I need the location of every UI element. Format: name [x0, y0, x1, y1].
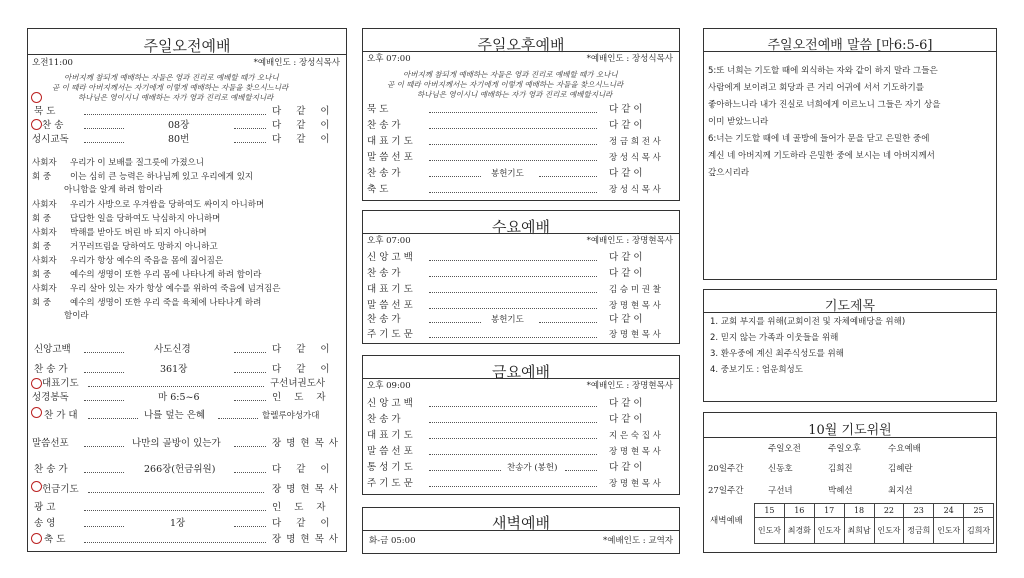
committee-cell: 김혜란	[888, 464, 913, 474]
dawn-name-cell: 인도자	[814, 518, 844, 544]
order-value: 마 6:5~6	[158, 392, 200, 403]
dawn-name-cell: 인도자	[755, 518, 785, 544]
sunday-pm-title: 주일오후예배	[477, 36, 565, 54]
dawn-date-cell: 22	[874, 504, 904, 518]
dotted-leader	[429, 438, 597, 439]
committee-cell: 박혜선	[828, 486, 853, 496]
order-right: 다 같 이	[609, 104, 643, 115]
order-right: 다 같 이	[272, 120, 336, 131]
dotted-leader	[234, 128, 266, 129]
committee-cell: 신동호	[768, 464, 793, 474]
committee-cell: 최지선	[888, 486, 913, 496]
reading-text: 박해를 받아도 버린 바 되지 아니하며	[70, 228, 207, 238]
order-right: 장 성 식 목 사	[609, 153, 661, 163]
sermon-panel	[703, 28, 997, 280]
sermon-line: 좋아하느니라 내가 진실로 너희에게 이르노니 그들은 자기 상을	[708, 100, 941, 110]
committee-header: 주일오전	[768, 444, 801, 454]
sunday-am-title-divider	[28, 54, 346, 55]
bell-icon	[31, 533, 42, 544]
committee-header: 수요예배	[888, 444, 921, 454]
order-right: 장 명 현 목 사	[609, 479, 661, 489]
dotted-leader	[84, 372, 124, 373]
dawn-name-cell: 김희자	[964, 518, 994, 544]
prayer-topic-item: 3. 환우중에 계신 최주식성도를 위해	[710, 349, 844, 359]
dotted-leader	[429, 470, 501, 471]
sunday-pm-leader: *예배인도 : 장성식목사	[586, 54, 673, 64]
prayer-topics-panel	[703, 289, 997, 402]
order-value: 봉헌기도	[491, 169, 524, 179]
order-right: 다 같 이	[609, 314, 643, 325]
dawn-date-cell: 18	[844, 504, 874, 518]
order-label: 신 앙 고 백	[367, 398, 413, 409]
reading-who: 회 중	[32, 242, 52, 252]
wednesday-leader: *예배인도 : 장명현목사	[586, 236, 673, 246]
dotted-leader	[429, 406, 597, 407]
order-right: 지 은 숙 집 사	[609, 431, 661, 441]
sunday-pm-panel	[362, 28, 680, 201]
dawn-name-cell: 정금희	[904, 518, 934, 544]
reading-text: 우리 살아 있는 자가 항상 예수를 위하여 죽음에 넘겨짐은	[70, 284, 281, 294]
dotted-leader	[429, 308, 597, 309]
order-right: 김 승 미 권 찰	[609, 285, 661, 295]
order-label: 통 성 기 도	[367, 462, 413, 473]
dotted-leader	[429, 276, 597, 277]
sunday-pm-intro-3: 하나님은 영이시니 예배하는 자가 영과 진리로 예배할지니라	[417, 90, 613, 99]
order-right: 장 명 현 목 사	[609, 330, 661, 340]
dawn-time: 화-금 05:00	[369, 536, 416, 546]
friday-leader: *예배인도 : 장명현목사	[586, 381, 673, 391]
order-right: 다 같 이	[609, 252, 643, 263]
reading-text: 예수의 생명이 또한 우리 죽을 육체에 나타나게 하려	[70, 298, 262, 308]
dotted-leader	[429, 322, 481, 323]
dotted-leader	[429, 422, 597, 423]
order-label: 묵 도	[34, 106, 56, 117]
reading-text: 함이라	[64, 311, 89, 321]
prayer-topic-item: 4. 중보기도 : 엄운희성도	[710, 365, 803, 375]
order-right: 다 같 이	[609, 398, 643, 409]
dotted-leader	[88, 386, 264, 387]
reading-who: 회 중	[32, 298, 52, 308]
sunday-am-title: 주일오전예배	[143, 37, 231, 55]
bell-icon	[31, 378, 42, 389]
order-label: 묵 도	[367, 104, 389, 115]
dawn-schedule-table	[754, 503, 994, 544]
order-right: 장 명 현 목 사	[609, 447, 661, 457]
order-right: 장 명 현 목 사	[272, 534, 339, 545]
dotted-leader	[539, 176, 597, 177]
reading-text: 예수의 생명이 또한 우리 몸에 나타나게 하려 함이라	[70, 270, 262, 280]
dawn-leader: *예배인도 : 교역자	[603, 536, 673, 546]
order-right: 다 같 이	[272, 106, 336, 117]
wednesday-panel	[362, 210, 680, 344]
dawn-name-cell: 인도자	[874, 518, 904, 544]
order-label: 찬 송	[42, 120, 64, 131]
order-label: 주 기 도 문	[367, 478, 413, 489]
sunday-am-intro-2: 곧 이 때라 아버지께서는 자기에게 이렇게 예배하는 자들을 찾으시느니라	[52, 83, 289, 92]
dotted-leader	[84, 400, 124, 401]
reading-who: 사회자	[32, 256, 57, 266]
dawn-title-divider	[363, 530, 679, 531]
dawn-date-cell: 15	[755, 504, 785, 518]
friday-time: 오후 09:00	[367, 381, 411, 391]
order-value: 266장(헌금위원)	[144, 464, 216, 475]
reading-text: 우리가 사방으로 우겨쌈을 당하여도 싸이지 아니하며	[70, 200, 265, 210]
order-label: 주 기 도 문	[367, 329, 413, 340]
reading-text: 이는 심히 큰 능력은 하나님께 있고 우리에게 있지	[70, 172, 254, 182]
sermon-title: 주일오전예배 말씀 [마6:5-6]	[767, 38, 933, 53]
prayer-topic-item: 2. 믿지 않는 가족과 이웃들을 위해	[710, 333, 839, 343]
order-right: 다 같 이	[609, 120, 643, 131]
reading-text: 우리가 항상 예수의 죽음을 몸에 짊어짐은	[70, 256, 224, 266]
dotted-leader	[429, 128, 597, 129]
dotted-leader	[429, 486, 597, 487]
dawn-title: 새벽예배	[492, 514, 550, 532]
order-right: 다 같 이	[609, 414, 643, 425]
committee-week: 27일주간	[708, 486, 744, 496]
reading-who: 사회자	[32, 200, 57, 210]
reading-who: 사회자	[32, 228, 57, 238]
order-label: 송 영	[34, 518, 56, 529]
bell-icon	[31, 407, 42, 418]
dotted-leader	[84, 114, 266, 115]
order-right: 인 도 자	[272, 502, 331, 513]
order-value: 361장	[160, 364, 188, 375]
sunday-pm-title-divider	[363, 51, 679, 52]
dotted-leader	[234, 446, 266, 447]
dawn-date-cell: 24	[934, 504, 964, 518]
committee-week: 20일주간	[708, 464, 744, 474]
dawn-name-cell: 최경화	[784, 518, 814, 544]
dotted-leader	[84, 472, 124, 473]
committee-header: 주일오후	[828, 444, 861, 454]
order-right: 다 같 이	[609, 168, 643, 179]
order-right: 다 같 이	[609, 462, 643, 473]
dawn-date-cell: 17	[814, 504, 844, 518]
order-label: 찬 가 대	[44, 410, 78, 421]
order-right: 인 도 자	[272, 392, 331, 403]
bell-icon	[31, 481, 42, 492]
order-label: 축 도	[44, 534, 66, 545]
dawn-dates-row	[755, 504, 994, 518]
sunday-pm-time: 오후 07:00	[367, 54, 411, 64]
committee-dawn-label: 새벽예배	[710, 516, 743, 526]
order-right: 장 성 식 목 사	[609, 185, 661, 195]
order-label: 말 씀 선 포	[367, 152, 413, 163]
dotted-leader	[84, 526, 124, 527]
reading-text: 거꾸러뜨림을 당하여도 망하지 아니하고	[70, 242, 218, 252]
dotted-leader	[429, 160, 597, 161]
order-right: 정 금 희 전 사	[609, 137, 661, 147]
order-value: 찬송가 (봉헌)	[507, 463, 558, 473]
order-label: 찬 송 가	[367, 168, 401, 179]
order-right: 다 같 이	[272, 134, 336, 145]
dotted-leader	[539, 322, 597, 323]
sunday-am-intro-1: 아버지께 참되게 예배하는 자들은 영과 진리로 예배할 때가 오나니	[64, 73, 279, 82]
dotted-leader	[429, 176, 481, 177]
order-label: 대 표 기 도	[367, 136, 413, 147]
order-label: 성시교독	[32, 134, 69, 145]
reading-text: 답답한 일을 당하여도 낙심하지 아니하며	[70, 214, 221, 224]
dotted-leader	[429, 192, 597, 193]
order-right: 장 명 현 목 사	[609, 301, 661, 311]
dotted-leader	[218, 418, 258, 419]
dotted-leader	[84, 142, 124, 143]
friday-title-divider	[363, 378, 679, 379]
order-right: 다 같 이	[272, 518, 336, 529]
sunday-am-intro-3: 하나님은 영이시니 예배하는 자가 영과 진리로 예배할지니라	[78, 93, 274, 102]
sermon-line: 갚으시리라	[708, 168, 750, 178]
order-label: 찬 송 가	[367, 268, 401, 279]
dotted-leader	[565, 470, 597, 471]
order-value: 1장	[170, 518, 186, 529]
dawn-name-cell: 인도자	[934, 518, 964, 544]
committee-cell: 김희진	[828, 464, 853, 474]
order-right: 장 명 현 목 사	[272, 484, 339, 495]
sunday-pm-intro-1: 아버지께 참되게 예배하는 자들은 영과 진리로 예배할 때가 오나니	[403, 70, 618, 79]
order-label: 말 씀 선 포	[367, 300, 413, 311]
sermon-title-divider	[704, 51, 996, 52]
order-label: 찬 송 가	[367, 120, 401, 131]
dotted-leader	[88, 492, 264, 493]
reading-text: 우리가 이 보배를 질그릇에 가졌으니	[70, 158, 204, 168]
wednesday-time: 오후 07:00	[367, 236, 411, 246]
dawn-name-cell: 최희남	[844, 518, 874, 544]
order-value: 사도신경	[154, 344, 191, 355]
sunday-am-leader: *예배인도 : 장성식목사	[253, 58, 340, 68]
order-label: 찬 송 가	[367, 314, 401, 325]
sermon-line: 6:너는 기도할 때에 네 골방에 들어가 문을 닫고 은밀한 중에	[708, 134, 930, 144]
sermon-line: 계신 네 아버지께 기도하라 은밀한 중에 보시는 네 아버지께서	[708, 151, 935, 161]
order-label: 성경봉독	[32, 392, 69, 403]
dotted-leader	[429, 144, 597, 145]
prayer-committee-panel	[703, 412, 997, 553]
bell-icon	[31, 119, 42, 130]
dotted-leader	[234, 372, 266, 373]
dotted-leader	[429, 260, 597, 261]
dawn-date-cell: 16	[784, 504, 814, 518]
prayer-committee-title-divider	[704, 437, 996, 438]
order-label: 대 표 기 도	[367, 430, 413, 441]
dotted-leader	[84, 128, 124, 129]
order-label: 찬 송 가	[367, 414, 401, 425]
dotted-leader	[88, 418, 138, 419]
sunday-am-panel	[27, 28, 347, 552]
sermon-line: 사람에게 보이려고 회당과 큰 거리 어귀에 서서 기도하기를	[708, 83, 924, 93]
order-label: 신 앙 고 백	[367, 252, 413, 263]
prayer-committee-title: 10월 기도위원	[808, 423, 892, 438]
prayer-topics-title: 기도제목	[824, 299, 876, 314]
prayer-topic-item: 1. 교회 부지를 위해(교회이전 및 자체예배당을 위해)	[710, 317, 906, 327]
dotted-leader	[234, 352, 266, 353]
dotted-leader	[429, 112, 597, 113]
order-label: 찬 송 가	[34, 464, 68, 475]
order-label: 축 도	[367, 184, 389, 195]
reading-who: 회 중	[32, 270, 52, 280]
dawn-date-cell: 23	[904, 504, 934, 518]
wednesday-title: 수요예배	[492, 218, 550, 236]
order-right: 다 같 이	[272, 344, 336, 355]
prayer-topics-title-divider	[704, 312, 996, 313]
reading-who: 사회자	[32, 158, 57, 168]
bell-icon	[31, 92, 42, 103]
dotted-leader	[84, 510, 266, 511]
sunday-am-time: 오전11:00	[32, 58, 73, 68]
dotted-leader	[234, 526, 266, 527]
order-label: 대표기도	[42, 378, 79, 389]
order-right: 다 같 이	[272, 364, 336, 375]
order-label: 말 씀 선 포	[367, 446, 413, 457]
reading-who: 회 중	[32, 172, 52, 182]
reading-who: 사회자	[32, 284, 57, 294]
friday-title: 금요예배	[492, 363, 550, 381]
order-label: 헌금기도	[42, 484, 79, 495]
order-value: 봉헌기도	[491, 315, 524, 325]
dotted-leader	[429, 337, 597, 338]
order-label: 말씀선포	[32, 438, 69, 449]
reading-text: 아니함을 알게 하려 함이라	[64, 185, 163, 195]
order-right: 다 같 이	[272, 464, 336, 475]
dotted-leader	[234, 142, 266, 143]
wednesday-title-divider	[363, 233, 679, 234]
order-right: 다 같 이	[609, 268, 643, 279]
dawn-date-cell: 25	[964, 504, 994, 518]
order-value: 08장	[168, 120, 190, 131]
dotted-leader	[84, 352, 124, 353]
dawn-names-row	[755, 518, 994, 544]
order-label: 대 표 기 도	[367, 284, 413, 295]
order-right: 장 명 현 목 사	[272, 438, 339, 449]
sunday-pm-intro-2: 곧 이 때라 아버지께서는 자기에게 이렇게 예배하는 자들을 찾으시느니라	[387, 80, 624, 89]
sermon-line: 이미 받았느니라	[708, 117, 769, 127]
sermon-line: 5:또 너희는 기도할 때에 외식하는 자와 같이 하지 말라 그들은	[708, 66, 938, 76]
dotted-leader	[234, 472, 266, 473]
order-right: 할렐루야성가대	[262, 411, 320, 421]
friday-panel	[362, 355, 680, 495]
dotted-leader	[234, 400, 266, 401]
dotted-leader	[429, 292, 597, 293]
dawn-panel	[362, 507, 680, 554]
order-value: 나를 덮는 은혜	[144, 410, 206, 421]
order-value: 80번	[168, 134, 190, 145]
order-label: 신앙고백	[34, 344, 71, 355]
dotted-leader	[84, 446, 124, 447]
order-label: 찬 송 가	[34, 364, 68, 375]
order-value: 나만의 골방이 있는가	[132, 438, 221, 449]
order-right: 구선녀권도사	[270, 378, 326, 389]
dotted-leader	[429, 454, 597, 455]
order-label: 광 고	[34, 502, 56, 513]
committee-cell: 구선녀	[768, 486, 793, 496]
dotted-leader	[84, 542, 266, 543]
reading-who: 회 중	[32, 214, 52, 224]
